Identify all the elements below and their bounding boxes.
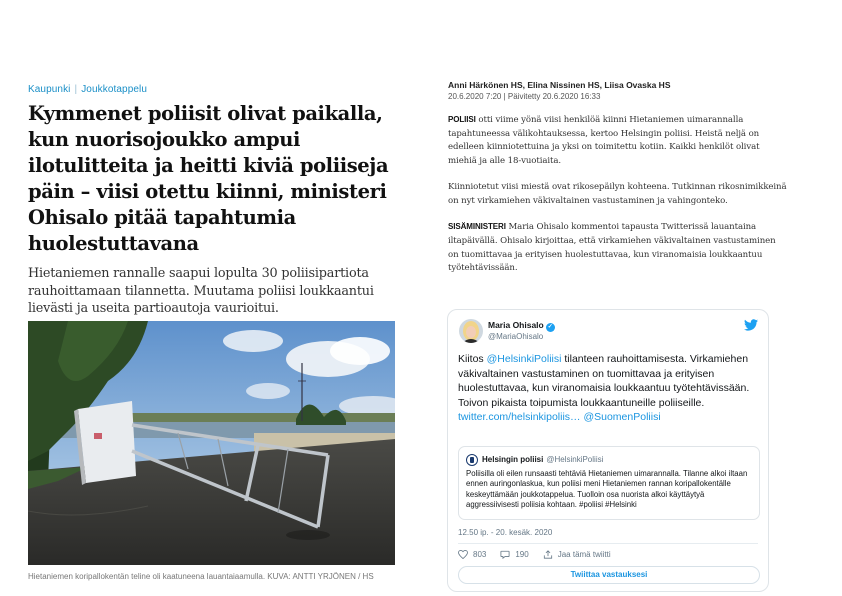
reply-button[interactable]: 190 — [500, 550, 528, 559]
tweet-mention-link[interactable]: @SuomenPoliisi — [583, 411, 661, 423]
tweet-mention-link[interactable]: @HelsinkiPoliisi — [486, 353, 562, 365]
tweet-timestamp[interactable]: 12.50 ip. - 20. kesäk. 2020 — [458, 528, 553, 537]
breadcrumb-topic-link[interactable]: Joukkotappelu — [81, 84, 147, 95]
paragraph-kicker: POLIISI — [448, 115, 476, 124]
breadcrumb — [28, 84, 396, 95]
article-headline: Kymmenet poliisit olivat paikalla, kun nuorisojoukko ampui ilotulitteita ja heitti kiviä poliiseja päin – viisi otettu kiinni, ministeri Ohisalo pitää tapahtumia huolestuttavana — [28, 102, 389, 255]
tweet-url-link[interactable]: twitter.com/helsinkipoliis… — [458, 411, 581, 423]
twitter-bird-icon[interactable] — [744, 319, 758, 331]
breadcrumb-separator: | — [74, 84, 78, 95]
verified-badge-icon: ✓ — [547, 324, 553, 330]
reply-tweet-button[interactable]: Twiittaa vastauksesi — [458, 566, 760, 584]
article-lead: Hietaniemen rannalle saapui lopulta 30 poliisipartiota rauhoittamaan tilannetta. Muutama poliisi loukkaantui lievästi ja useita partioautoja vaurioitui. — [28, 266, 374, 316]
like-button[interactable]: 803 — [458, 550, 486, 559]
quoted-tweet-avatar — [466, 454, 478, 466]
article-photo — [28, 321, 395, 565]
tweet-author-name[interactable]: Maria Ohisalo ✓ — [488, 320, 553, 330]
tweet-text: Kiitos @HelsinkiPoliisi tilanteen rauhoittamisesta. Virkamiehen väkivaltainen vastustaminen on tuomittavaa ja erityisen huolestuttavaa, kun viranomaisia loukkaantuu työtehtävissään. Toivon pikaista toipumista loukkaantuneille poliiseille. twitter.com/helsinkipoliis… @SuomenPoliisi — [458, 353, 750, 423]
tweet-author-avatar[interactable] — [459, 319, 483, 343]
quoted-tweet-text: Poliisilla oli eilen runsaasti tehtäviä Hietaniemen uimarannalla. Tilanne alkoi iltaan ennen auringonlaskua, kun poliisi meni Hietaniemen rannan koripallokentälle keskeyttämään joukkotappelua. Tuolloin osa nuorista alkoi käyttäytyä aggressiivisesti poliisia kohtaan. #poliisi #Helsinki — [466, 469, 748, 509]
body-paragraph-2 — [448, 181, 788, 208]
heart-icon — [458, 550, 468, 559]
paragraph-kicker: SISÄMINISTERI — [448, 222, 506, 232]
share-icon — [543, 550, 553, 559]
body-paragraph-1 — [448, 113, 788, 169]
byline-dates: 20.6.2020 7:20 | Päivitetty 20.6.2020 16:33 — [448, 92, 601, 101]
embedded-tweet — [447, 309, 769, 592]
quoted-tweet-author: Helsingin poliisi @HelsinkiPoliisi — [482, 455, 604, 464]
photo-caption: Hietaniemen koripallokentän teline oli kaatuneena lauantaiaamulla. KUVA: ANTTI YRJÖNEN / HS — [28, 572, 374, 581]
paragraph-text: Kiinniotetut viisi miestä ovat rikosepäilyn kohteena. Tutkinnan rikosnimikkeinä on nyt virkamiehen väkivaltainen vastustaminen ja vahingonteko. — [448, 181, 787, 206]
article-body — [448, 80, 788, 276]
reply-icon — [500, 550, 510, 559]
share-button[interactable]: Jaa tämä twiitti — [543, 550, 611, 559]
breadcrumb-section-link[interactable]: Kaupunki — [28, 84, 71, 95]
body-paragraph-3 — [448, 220, 788, 276]
divider — [458, 543, 758, 544]
byline-authors: Anni Härkönen HS, Elina Nissinen HS, Liisa Ovaska HS — [448, 80, 671, 90]
article-header — [28, 84, 396, 318]
tweet-actions — [458, 550, 625, 559]
paragraph-text: Maria Ohisalo kommentoi tapausta Twitterissä lauantaina iltapäivällä. Ohisalo kirjoittaa, että virkamiehen väkivaltainen vastustaminen on tuomittavaa ja erityisen huolestuttavaa, kun viranomaisia loukkaantuu työtehtävissään. — [448, 222, 776, 274]
paragraph-text: otti viime yönä viisi henkilöä kiinni Hietaniemen uimarannalla tapahtuneessa välikohtauksessa, kertoo Helsingin poliisi. Heistä neljä on edelleen kiinniotettuina ja yksi on toimitettu kotiin. Kaikki henkilöt olivat miehiä ja alle 18-vuotiaita. — [448, 115, 760, 167]
quoted-tweet[interactable] — [458, 446, 760, 520]
tweet-author-handle[interactable]: @MariaOhisalo — [488, 332, 544, 341]
